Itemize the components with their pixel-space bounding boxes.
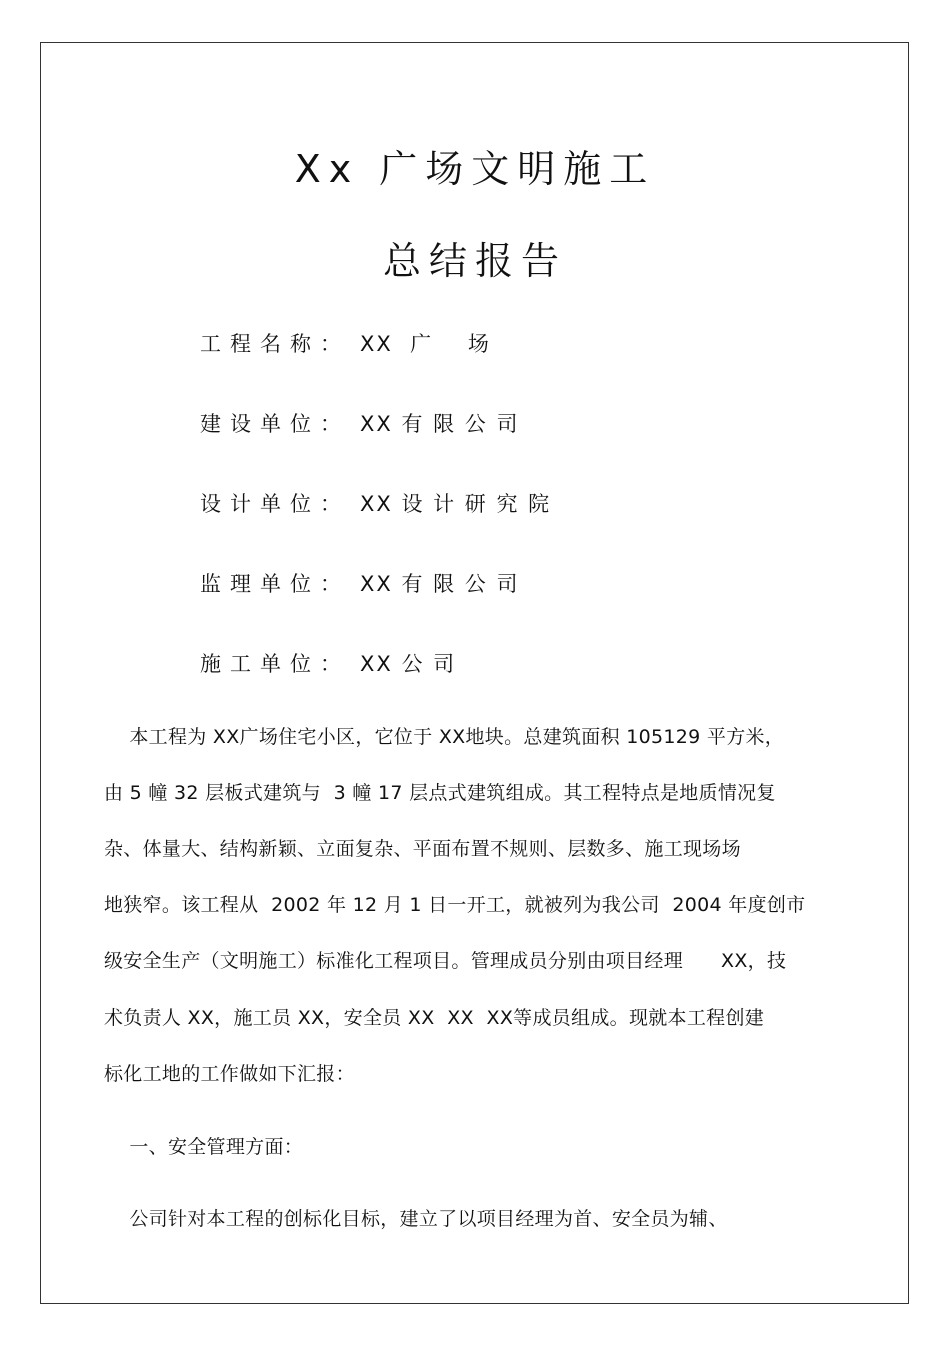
info-row-design-unit xyxy=(200,488,551,518)
info-label: 施工单位： xyxy=(200,652,350,676)
info-label: 设计单位： xyxy=(200,492,350,516)
info-value: XX 公 司 xyxy=(360,652,457,676)
info-value: XX 设 计 研 究 院 xyxy=(360,492,552,516)
body-line: 级安全生产（文明施工）标准化工程项目。管理成员分别由项目经理 XX，技 xyxy=(104,950,787,972)
info-value: XX 广 场 xyxy=(360,332,491,356)
body-line: 本工程为 XX广场住宅小区，它位于 XX地块。总建筑面积 105129 平方米， xyxy=(104,726,785,748)
section-body-line: 公司针对本工程的创标化目标，建立了以项目经理为首、安全员为辅、 xyxy=(104,1208,728,1230)
info-row-contractor-unit xyxy=(200,648,456,678)
info-label: 工程名称： xyxy=(200,332,350,356)
body-line: 由 5 幢 32 层板式建筑与 3 幢 17 层点式建筑组成。其工程特点是地质情况复 xyxy=(104,782,776,804)
info-row-supervision-unit xyxy=(200,568,519,598)
info-label: 建设单位： xyxy=(200,412,350,436)
body-line: 标化工地的工作做如下汇报： xyxy=(104,1063,355,1085)
info-row-project-name xyxy=(200,328,491,358)
info-value: XX 有 限 公 司 xyxy=(360,572,520,596)
info-label: 监理单位： xyxy=(200,572,350,596)
document-title-line1: Xx 广场文明施工 xyxy=(294,147,656,191)
info-row-construction-unit xyxy=(200,408,519,438)
body-line: 术负责人 XX，施工员 XX，安全员 XX XX XX等成员组成。现就本工程创建 xyxy=(104,1007,765,1029)
document-title-line2: 总结报告 xyxy=(382,239,567,283)
section-heading: 一、安全管理方面： xyxy=(104,1136,304,1158)
body-line: 杂、体量大、结构新颖、立面复杂、平面布置不规则、层数多、施工现场场 xyxy=(104,838,741,860)
info-value: XX 有 限 公 司 xyxy=(360,412,520,436)
body-line: 地狭窄。该工程从 2002 年 12 月 1 日一开工，就被列为我公司 2004 年度创市 xyxy=(104,894,806,916)
